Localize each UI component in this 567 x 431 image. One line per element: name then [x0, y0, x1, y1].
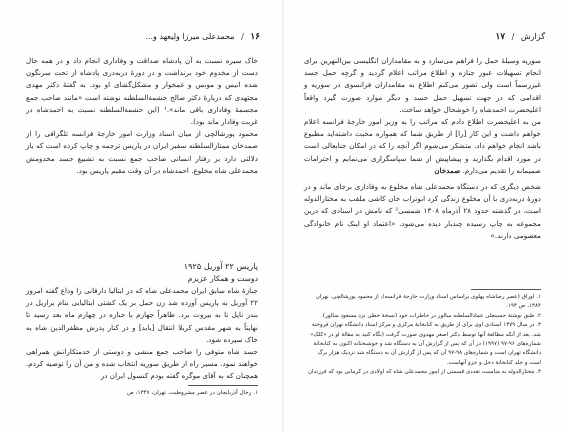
letter-paragraph-2: جسد شاه متوفی را صاحب جمع منشی و دوستی از خدمتکارانش همراهی خواهند نمود. مسیر راه از طریق سوریه انتخاب شده و من آن را توصیه کردم. همچنان که به آقای موگره گفته بودم کنسول ایران در — [26, 347, 258, 381]
footnote-rule — [471, 289, 541, 290]
right-paragraph-3: شخص دیگری که در دستگاه محمدعلی شاه مخلوع به وفاداری برجای ماند و در دورهٔ دربه‌دری با آن مخلوع زندگی کرد ابوتراب خان کاشی ملقب به مختارالدوله است، در گذشته حدود ۲۸ آذرماه ۱۳۰۸ شمسی² که نامش در اسنادی که درین مجموعه به چاپ رسیده چندبار دیده می‌شود. «اعتماد او اینک نام خانوادگی معصومی دارند.» — [304, 182, 542, 240]
letter-date: پاریس ۲۲ آوریل ۱۹۲۵ — [183, 261, 258, 271]
letter-block — [26, 260, 258, 383]
footnote-item: ۱. رجال آذربایجان در عصر مشروطیت. تهران، ۱۳۴۷، ص — [127, 390, 258, 396]
left-page-header — [22, 32, 260, 46]
right-running-title: گزارش — [520, 32, 545, 41]
left-footnotes — [26, 389, 258, 398]
signature: صمدخان — [434, 165, 461, 175]
footnote-item: ۴. مختارالدوله به مناسبت تعددی قسمتی از امور محمدعلی شاه که اولادی در کرمانی بود که فرزندان — [307, 369, 541, 376]
right-page — [284, 0, 567, 431]
left-paragraph-2: محمود پورشالچی از میان اسناد وزارت امور خارجهٔ فرانسه تلگرافی را از صمدخان ممتازالسلطنه سفیر ایران در پاریس ترجمه و چاپ کرده است که باز دلالتی دارد بر رفتار انسانی صاحب جمع نسبت به تشییع جسد مخدومش محمدعلی شاه مخلوع. احمدشاه در آن وقت مقیم پاریس بود. — [26, 129, 258, 175]
left-page-number: ۱۶ — [250, 32, 260, 42]
right-page-number: ۱۷ — [495, 32, 506, 42]
header-separator: / — [241, 32, 244, 41]
right-footnotes — [306, 293, 541, 378]
left-body-text — [26, 55, 258, 177]
letter-paragraph-1: جنازهٔ شاه سابق ایران محمدعلی شاه که در ایتالیا دارفانی را وداع گفته امروز ۲۲ آوریل به پاریس آورده شد زن حمل بر یک کشتی ایتالیایی بنام برازیل در بندر ناپل تا به بیروت برد. ظاهراً جهازم با جنازه در چهارم ماه بعد رسید تا نهایتاً به شهر مقدس کربلا انتقال [یابد] و در کنار پدرش مظفرالدین شاه به خاک سپرده شود. — [26, 286, 258, 344]
letter-salutation: دوست و همکار عزیزم — [187, 273, 258, 283]
right-paragraph-1: سوریه وسیلهٔ حمل را فراهم می‌سازد و به مقامداران انگلیسی بین‌النهرین برای انجام تسهیلات عبور جنازه و اطلاع مراتب اعلام گردید و گرچه حمل جسد غیررسماً است ولی تصور می‌کنم اطلاع به مقامداران فرانسوی در سوریه و اقدامی که در جهت تسهیل حمل جسد و دیگر موارد صورت گیرد واقعاً اعلیحضرت احمدشاه را خوشحال خواهد ساخت. — [304, 56, 541, 114]
header-separator: / — [511, 32, 515, 41]
right-paragraph-2 — [304, 116, 541, 177]
footnote-rule — [188, 385, 258, 386]
footnote-item: ۳. در سال ۱۳۷۹ اسنادی اوی برای از طریق به کتابخانهٔ مرکزی و مرکز اسناد دانشگاه تهران فروخته شد. بعد از آنکه مطالعهٔ آنها توسط دکتر اصغر مهدوی صورت گرفت (نگاه کنید به مقالهٔ او در «کلک» شماره‌های ۹۶-۹۷ (۱۹۹۷) در آن که پس از گزارش آن به دستگاه شد و خوشبختانه اکنون به کتابخانهٔ دانشگاه تهران است و شماره‌های ۹۸-۹۷ آن که پس از گزارش آن به دستگاه شد نزدیک هزار برگ است و جلد کتابخانهٔ دخل و جزو آنهاست. — [310, 322, 541, 366]
footnote-item: ۱. اوراق (عصر رضاشاه پهلوی براساس اسناد وزارت خارجهٔ فرانسه)، از محمود پورشالچی. تهران ۱۳۸۴، ص ۱۹۳. — [315, 294, 541, 310]
footnote-item: ۲. طبق نوشتهٔ حسینعلی عمادالسلطنه سالور در خاطرات خود (نسخهٔ خطی نزد مسعود سالور). — [321, 312, 541, 319]
left-paragraph-1: خاک سیره نسبت به آن پادشاه صداقت و وفاداری انجام داد و در همه حال دست از مخدوم خود برنداشت و در دورهٔ دربه‌دری پادشاه از تحت سرنگون شده انیس و مونس و غمخوار و مشکل‌گشای او بود. به گفتهٔ دکتر مهدی مجتهدی که دربارهٔ دکتر صالح حشمةالسلطنه نوشته است «مانند صاحب جمع مجسمهٔ وفاداری باقی ماند».¹ (این حشمةالسلطنه نسبت به احمدشاه در غربت وفادار ماند بود). — [26, 56, 258, 127]
right-body-text — [304, 55, 541, 242]
right-page-header — [306, 32, 545, 46]
left-running-title: محمدعلی میرزا ولیعهد و... — [145, 32, 235, 41]
left-page — [0, 0, 283, 431]
right-paragraph-2-text: من به اعلیحضرت اطلاع دادم که مراتب را به وزیر امور خارجهٔ فرانسه اعلام خواهم داشت و این کار [را] از طریق شما که همواره محبت داشته‌اید مطبوع باشد انجام خواهم داد. متشکر می‌شوم اگر آنچه را که در امکان جنابعالی است در مورد اقدام بگذارید و پیشاپیش از شما سپاسگزاری می‌نمایم و احترامات صمیمانه را تقدیم می‌دارم. — [304, 117, 541, 175]
